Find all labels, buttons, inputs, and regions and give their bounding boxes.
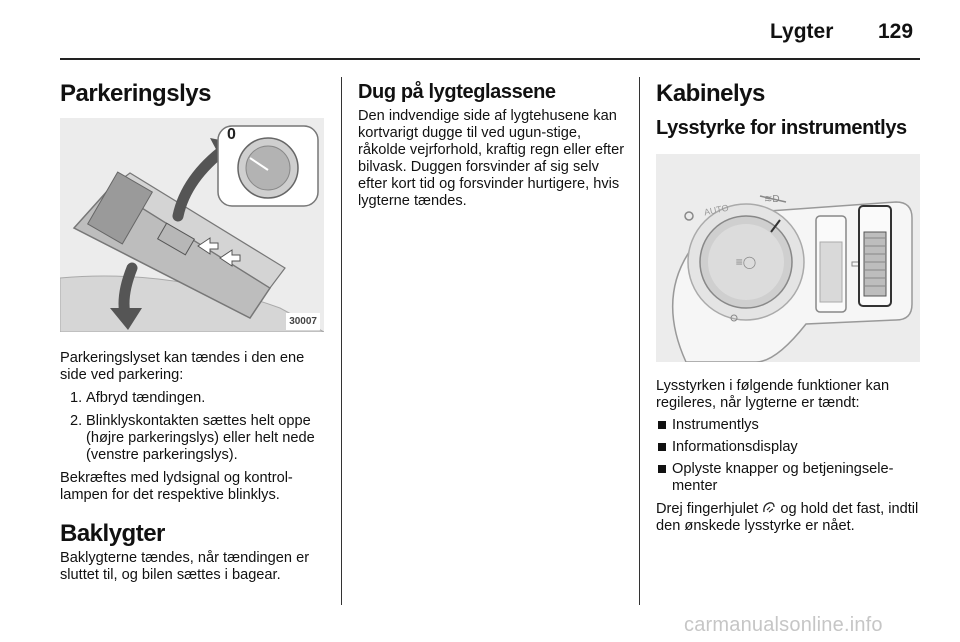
- column-2: [358, 80, 630, 210]
- lever-illustration: [60, 118, 324, 332]
- paragraph: Baklygterne tændes, når tændingen er sluttet til, og bilen sættes i bagear.: [60, 550, 310, 583]
- page-number: 129: [878, 20, 914, 43]
- column-3: [656, 80, 924, 535]
- column-divider-2: [639, 77, 640, 605]
- column-divider-1: [341, 77, 342, 605]
- section-heading-dug: Dug på lygteglassene: [358, 81, 556, 103]
- paragraph: Den indvendige side af lygtehusene kan kortvarigt dugge til ved ugun-stige, råkolde vejrforhold, kraftig regn eller efter bilvask. Duggen forsvinder af sig selv efter kort tid og forsvinder hurtigere, hvis lygterne tændes.: [358, 108, 625, 209]
- list-item: Instrumentlys: [656, 417, 924, 434]
- list-item: 1. Afbryd tændingen.: [70, 390, 206, 406]
- svg-text:≡◯: ≡◯: [735, 255, 757, 269]
- light-switch-illustration: [656, 154, 920, 362]
- header-rule: [60, 58, 920, 60]
- steps-list: [60, 390, 330, 464]
- turn-signal-lever-drawing: [60, 118, 324, 332]
- svg-text:≋D: ≋D: [764, 194, 780, 205]
- section-heading-parkeringslys: Parkeringslys: [60, 80, 211, 107]
- watermark: carmanualsonline.info: [684, 614, 883, 636]
- lever-position-label: 0: [227, 126, 236, 143]
- paragraph: Bekræftes med lydsignal og kontrol-lampen for det respektive blinklys.: [60, 470, 293, 503]
- light-switch-drawing: [656, 154, 920, 362]
- figure-number: 30007: [286, 313, 320, 330]
- thumbwheel-icon: [762, 501, 776, 514]
- auto-label: AUTO: [703, 202, 730, 218]
- column-1: [60, 80, 330, 584]
- list-item: 2. Blinklyskontakten sættes helt oppe (højre parkeringslys) eller helt nede (venstre parkeringslys).: [70, 413, 315, 463]
- bullet-list: [656, 417, 924, 495]
- paragraph: Parkeringslyset kan tændes i den ene side ved parkering:: [60, 350, 305, 383]
- paragraph: Lysstyrken i følgende funktioner kan regileres, når lygterne er tændt:: [656, 378, 890, 411]
- section-heading-baklygter: Baklygter: [60, 520, 165, 547]
- section-heading-kabinelys: Kabinelys: [656, 80, 765, 107]
- paragraph: Drej fingerhjulet og hold det fast, indtil den ønskede lysstyrke er nået.: [656, 501, 919, 534]
- chapter-title: Lygter: [770, 20, 834, 43]
- list-item: Oplyste knapper og betjeningsele-menter: [656, 461, 924, 495]
- subsection-heading: Lysstyrke for instrumentlys: [656, 117, 907, 139]
- list-item: Informationsdisplay: [656, 439, 924, 456]
